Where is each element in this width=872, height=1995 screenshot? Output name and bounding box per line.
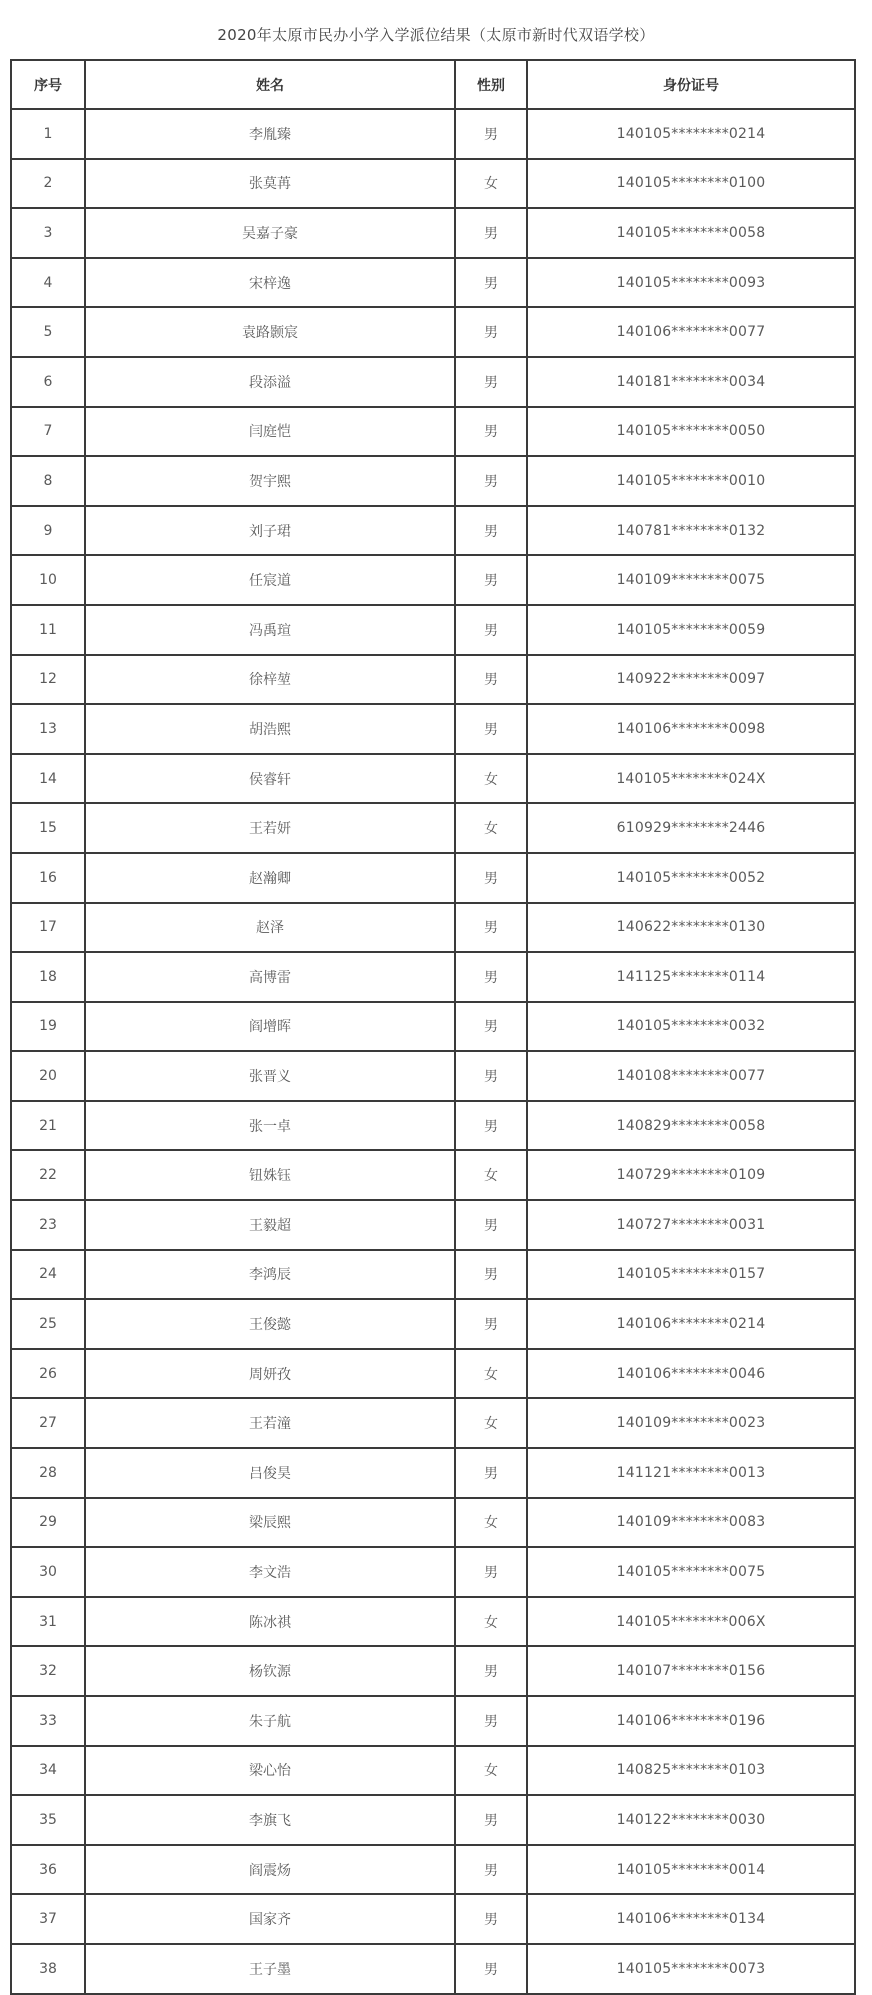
- cell-index: 33: [11, 1696, 85, 1746]
- cell-id: 140108********0077: [527, 1051, 855, 1101]
- cell-gender: 男: [455, 853, 527, 903]
- table-row: [11, 655, 855, 705]
- cell-gender: 男: [455, 1547, 527, 1597]
- cell-index: 36: [11, 1845, 85, 1895]
- cell-id: 140105********024X: [527, 754, 855, 804]
- table-row: [11, 456, 855, 506]
- cell-name: 刘子珺: [85, 506, 455, 556]
- cell-name: 吕俊昊: [85, 1448, 455, 1498]
- cell-gender: 男: [455, 506, 527, 556]
- cell-gender: 女: [455, 1150, 527, 1200]
- cell-name: 吴嘉子豪: [85, 208, 455, 258]
- cell-name: 梁辰熙: [85, 1498, 455, 1548]
- document-title: 2020年太原市民办小学入学派位结果（太原市新时代双语学校）: [217, 26, 655, 44]
- cell-id: 140106********0214: [527, 1299, 855, 1349]
- cell-id: 140106********0098: [527, 704, 855, 754]
- table-row: [11, 903, 855, 953]
- table-row: [11, 1547, 855, 1597]
- cell-gender: 男: [455, 1795, 527, 1845]
- table-body: [11, 109, 855, 1994]
- cell-name: 任宸道: [85, 555, 455, 605]
- table-row: [11, 1200, 855, 1250]
- cell-id: 140729********0109: [527, 1150, 855, 1200]
- table-row: [11, 853, 855, 903]
- cell-name: 徐梓堃: [85, 655, 455, 705]
- table-row: [11, 555, 855, 605]
- cell-name: 国家齐: [85, 1894, 455, 1944]
- cell-name: 钮姝钰: [85, 1150, 455, 1200]
- cell-gender: 女: [455, 754, 527, 804]
- cell-index: 19: [11, 1002, 85, 1052]
- cell-name: 阎增晖: [85, 1002, 455, 1052]
- cell-name: 阎震炀: [85, 1845, 455, 1895]
- cell-index: 25: [11, 1299, 85, 1349]
- cell-gender: 男: [455, 655, 527, 705]
- cell-index: 38: [11, 1944, 85, 1994]
- table-row: [11, 208, 855, 258]
- cell-index: 31: [11, 1597, 85, 1647]
- cell-index: 10: [11, 555, 85, 605]
- cell-gender: 男: [455, 109, 527, 159]
- table-row: [11, 1101, 855, 1151]
- cell-name: 王若潼: [85, 1398, 455, 1448]
- cell-gender: 男: [455, 952, 527, 1002]
- table-header-row: [11, 60, 855, 109]
- cell-gender: 男: [455, 1448, 527, 1498]
- table-row: [11, 1894, 855, 1944]
- cell-name: 宋梓逸: [85, 258, 455, 308]
- table-row: [11, 803, 855, 853]
- cell-index: 37: [11, 1894, 85, 1944]
- cell-gender: 男: [455, 307, 527, 357]
- table-row: [11, 307, 855, 357]
- cell-id: 140825********0103: [527, 1746, 855, 1796]
- cell-index: 2: [11, 159, 85, 209]
- cell-gender: 男: [455, 258, 527, 308]
- header-gender: 性别: [455, 60, 527, 109]
- cell-name: 闫庭恺: [85, 407, 455, 457]
- cell-id: 140105********0014: [527, 1845, 855, 1895]
- table-row: [11, 704, 855, 754]
- cell-gender: 女: [455, 803, 527, 853]
- cell-index: 12: [11, 655, 85, 705]
- cell-id: 140622********0130: [527, 903, 855, 953]
- cell-name: 李鸿辰: [85, 1250, 455, 1300]
- cell-name: 梁心怡: [85, 1746, 455, 1796]
- cell-name: 周妍孜: [85, 1349, 455, 1399]
- table-row: [11, 1299, 855, 1349]
- cell-gender: 男: [455, 1051, 527, 1101]
- cell-id: 140781********0132: [527, 506, 855, 556]
- cell-name: 冯禹瑄: [85, 605, 455, 655]
- table-row: [11, 1944, 855, 1994]
- cell-name: 李旗飞: [85, 1795, 455, 1845]
- cell-gender: 男: [455, 1101, 527, 1151]
- table-row: [11, 109, 855, 159]
- cell-index: 24: [11, 1250, 85, 1300]
- table-row: [11, 605, 855, 655]
- cell-id: 140109********0023: [527, 1398, 855, 1448]
- header-index: 序号: [11, 60, 85, 109]
- cell-id: 140107********0156: [527, 1646, 855, 1696]
- cell-name: 段添溢: [85, 357, 455, 407]
- cell-gender: 男: [455, 903, 527, 953]
- table-row: [11, 159, 855, 209]
- cell-index: 20: [11, 1051, 85, 1101]
- cell-index: 6: [11, 357, 85, 407]
- cell-index: 15: [11, 803, 85, 853]
- cell-name: 李胤臻: [85, 109, 455, 159]
- cell-gender: 男: [455, 1646, 527, 1696]
- cell-index: 7: [11, 407, 85, 457]
- cell-index: 28: [11, 1448, 85, 1498]
- cell-id: 140105********0073: [527, 1944, 855, 1994]
- header-name: 姓名: [85, 60, 455, 109]
- cell-gender: 男: [455, 1894, 527, 1944]
- cell-index: 22: [11, 1150, 85, 1200]
- cell-id: 140105********0100: [527, 159, 855, 209]
- cell-index: 11: [11, 605, 85, 655]
- cell-index: 23: [11, 1200, 85, 1250]
- cell-id: 140105********0058: [527, 208, 855, 258]
- cell-index: 4: [11, 258, 85, 308]
- results-table: [10, 59, 856, 1995]
- cell-index: 29: [11, 1498, 85, 1548]
- cell-name: 张晋义: [85, 1051, 455, 1101]
- cell-name: 袁路颢宸: [85, 307, 455, 357]
- cell-gender: 男: [455, 357, 527, 407]
- table-row: [11, 1051, 855, 1101]
- cell-name: 王毅超: [85, 1200, 455, 1250]
- cell-gender: 男: [455, 1200, 527, 1250]
- cell-gender: 女: [455, 159, 527, 209]
- cell-gender: 男: [455, 1845, 527, 1895]
- cell-index: 18: [11, 952, 85, 1002]
- cell-name: 杨钦源: [85, 1646, 455, 1696]
- table-row: [11, 1746, 855, 1796]
- header-id: 身份证号: [527, 60, 855, 109]
- cell-index: 13: [11, 704, 85, 754]
- cell-index: 34: [11, 1746, 85, 1796]
- cell-id: 140106********0196: [527, 1696, 855, 1746]
- cell-id: 140105********0050: [527, 407, 855, 457]
- cell-id: 140829********0058: [527, 1101, 855, 1151]
- cell-gender: 男: [455, 1696, 527, 1746]
- table-row: [11, 754, 855, 804]
- cell-id: 141125********0114: [527, 952, 855, 1002]
- table-row: [11, 952, 855, 1002]
- cell-gender: 男: [455, 704, 527, 754]
- cell-index: 27: [11, 1398, 85, 1448]
- cell-gender: 男: [455, 1250, 527, 1300]
- table-row: [11, 1646, 855, 1696]
- cell-name: 张一卓: [85, 1101, 455, 1151]
- cell-name: 贺宇熙: [85, 456, 455, 506]
- table-row: [11, 1795, 855, 1845]
- cell-id: 140109********0075: [527, 555, 855, 605]
- cell-id: 140106********0046: [527, 1349, 855, 1399]
- cell-name: 李文浩: [85, 1547, 455, 1597]
- table-row: [11, 506, 855, 556]
- cell-id: 140106********0134: [527, 1894, 855, 1944]
- cell-index: 1: [11, 109, 85, 159]
- cell-id: 140181********0034: [527, 357, 855, 407]
- cell-id: 140105********0059: [527, 605, 855, 655]
- cell-index: 26: [11, 1349, 85, 1399]
- table-row: [11, 1150, 855, 1200]
- cell-name: 高博雷: [85, 952, 455, 1002]
- cell-id: 140105********0075: [527, 1547, 855, 1597]
- cell-name: 陈冰祺: [85, 1597, 455, 1647]
- cell-gender: 女: [455, 1498, 527, 1548]
- cell-index: 16: [11, 853, 85, 903]
- table-row: [11, 1498, 855, 1548]
- cell-id: 141121********0013: [527, 1448, 855, 1498]
- cell-index: 14: [11, 754, 85, 804]
- cell-gender: 女: [455, 1349, 527, 1399]
- cell-name: 赵泽: [85, 903, 455, 953]
- cell-gender: 男: [455, 1944, 527, 1994]
- cell-name: 张莫苒: [85, 159, 455, 209]
- cell-index: 32: [11, 1646, 85, 1696]
- cell-index: 35: [11, 1795, 85, 1845]
- cell-name: 朱子航: [85, 1696, 455, 1746]
- cell-index: 30: [11, 1547, 85, 1597]
- cell-name: 王子墨: [85, 1944, 455, 1994]
- cell-gender: 男: [455, 605, 527, 655]
- cell-id: 140105********0032: [527, 1002, 855, 1052]
- cell-gender: 女: [455, 1398, 527, 1448]
- cell-id: 140727********0031: [527, 1200, 855, 1250]
- cell-name: 胡浩熙: [85, 704, 455, 754]
- cell-name: 王若妍: [85, 803, 455, 853]
- cell-id: 140106********0077: [527, 307, 855, 357]
- table-row: [11, 1002, 855, 1052]
- cell-id: 140109********0083: [527, 1498, 855, 1548]
- cell-gender: 女: [455, 1746, 527, 1796]
- cell-gender: 女: [455, 1597, 527, 1647]
- table-row: [11, 1696, 855, 1746]
- cell-name: 赵瀚卿: [85, 853, 455, 903]
- cell-gender: 男: [455, 1299, 527, 1349]
- table-row: [11, 1250, 855, 1300]
- cell-index: 21: [11, 1101, 85, 1151]
- cell-index: 17: [11, 903, 85, 953]
- cell-gender: 男: [455, 555, 527, 605]
- cell-id: 140122********0030: [527, 1795, 855, 1845]
- cell-gender: 男: [455, 407, 527, 457]
- cell-id: 140105********0052: [527, 853, 855, 903]
- table-row: [11, 1398, 855, 1448]
- cell-index: 9: [11, 506, 85, 556]
- table-row: [11, 1597, 855, 1647]
- table-row: [11, 1845, 855, 1895]
- cell-name: 侯睿轩: [85, 754, 455, 804]
- cell-id: 140105********0010: [527, 456, 855, 506]
- table-row: [11, 407, 855, 457]
- cell-id: 140922********0097: [527, 655, 855, 705]
- table-row: [11, 357, 855, 407]
- cell-id: 140105********006X: [527, 1597, 855, 1647]
- cell-index: 5: [11, 307, 85, 357]
- table-row: [11, 258, 855, 308]
- cell-index: 8: [11, 456, 85, 506]
- cell-id: 140105********0157: [527, 1250, 855, 1300]
- cell-gender: 男: [455, 456, 527, 506]
- table-row: [11, 1349, 855, 1399]
- cell-index: 3: [11, 208, 85, 258]
- cell-gender: 男: [455, 1002, 527, 1052]
- cell-name: 王俊懿: [85, 1299, 455, 1349]
- cell-id: 140105********0214: [527, 109, 855, 159]
- cell-gender: 男: [455, 208, 527, 258]
- cell-id: 140105********0093: [527, 258, 855, 308]
- table-row: [11, 1448, 855, 1498]
- cell-id: 610929********2446: [527, 803, 855, 853]
